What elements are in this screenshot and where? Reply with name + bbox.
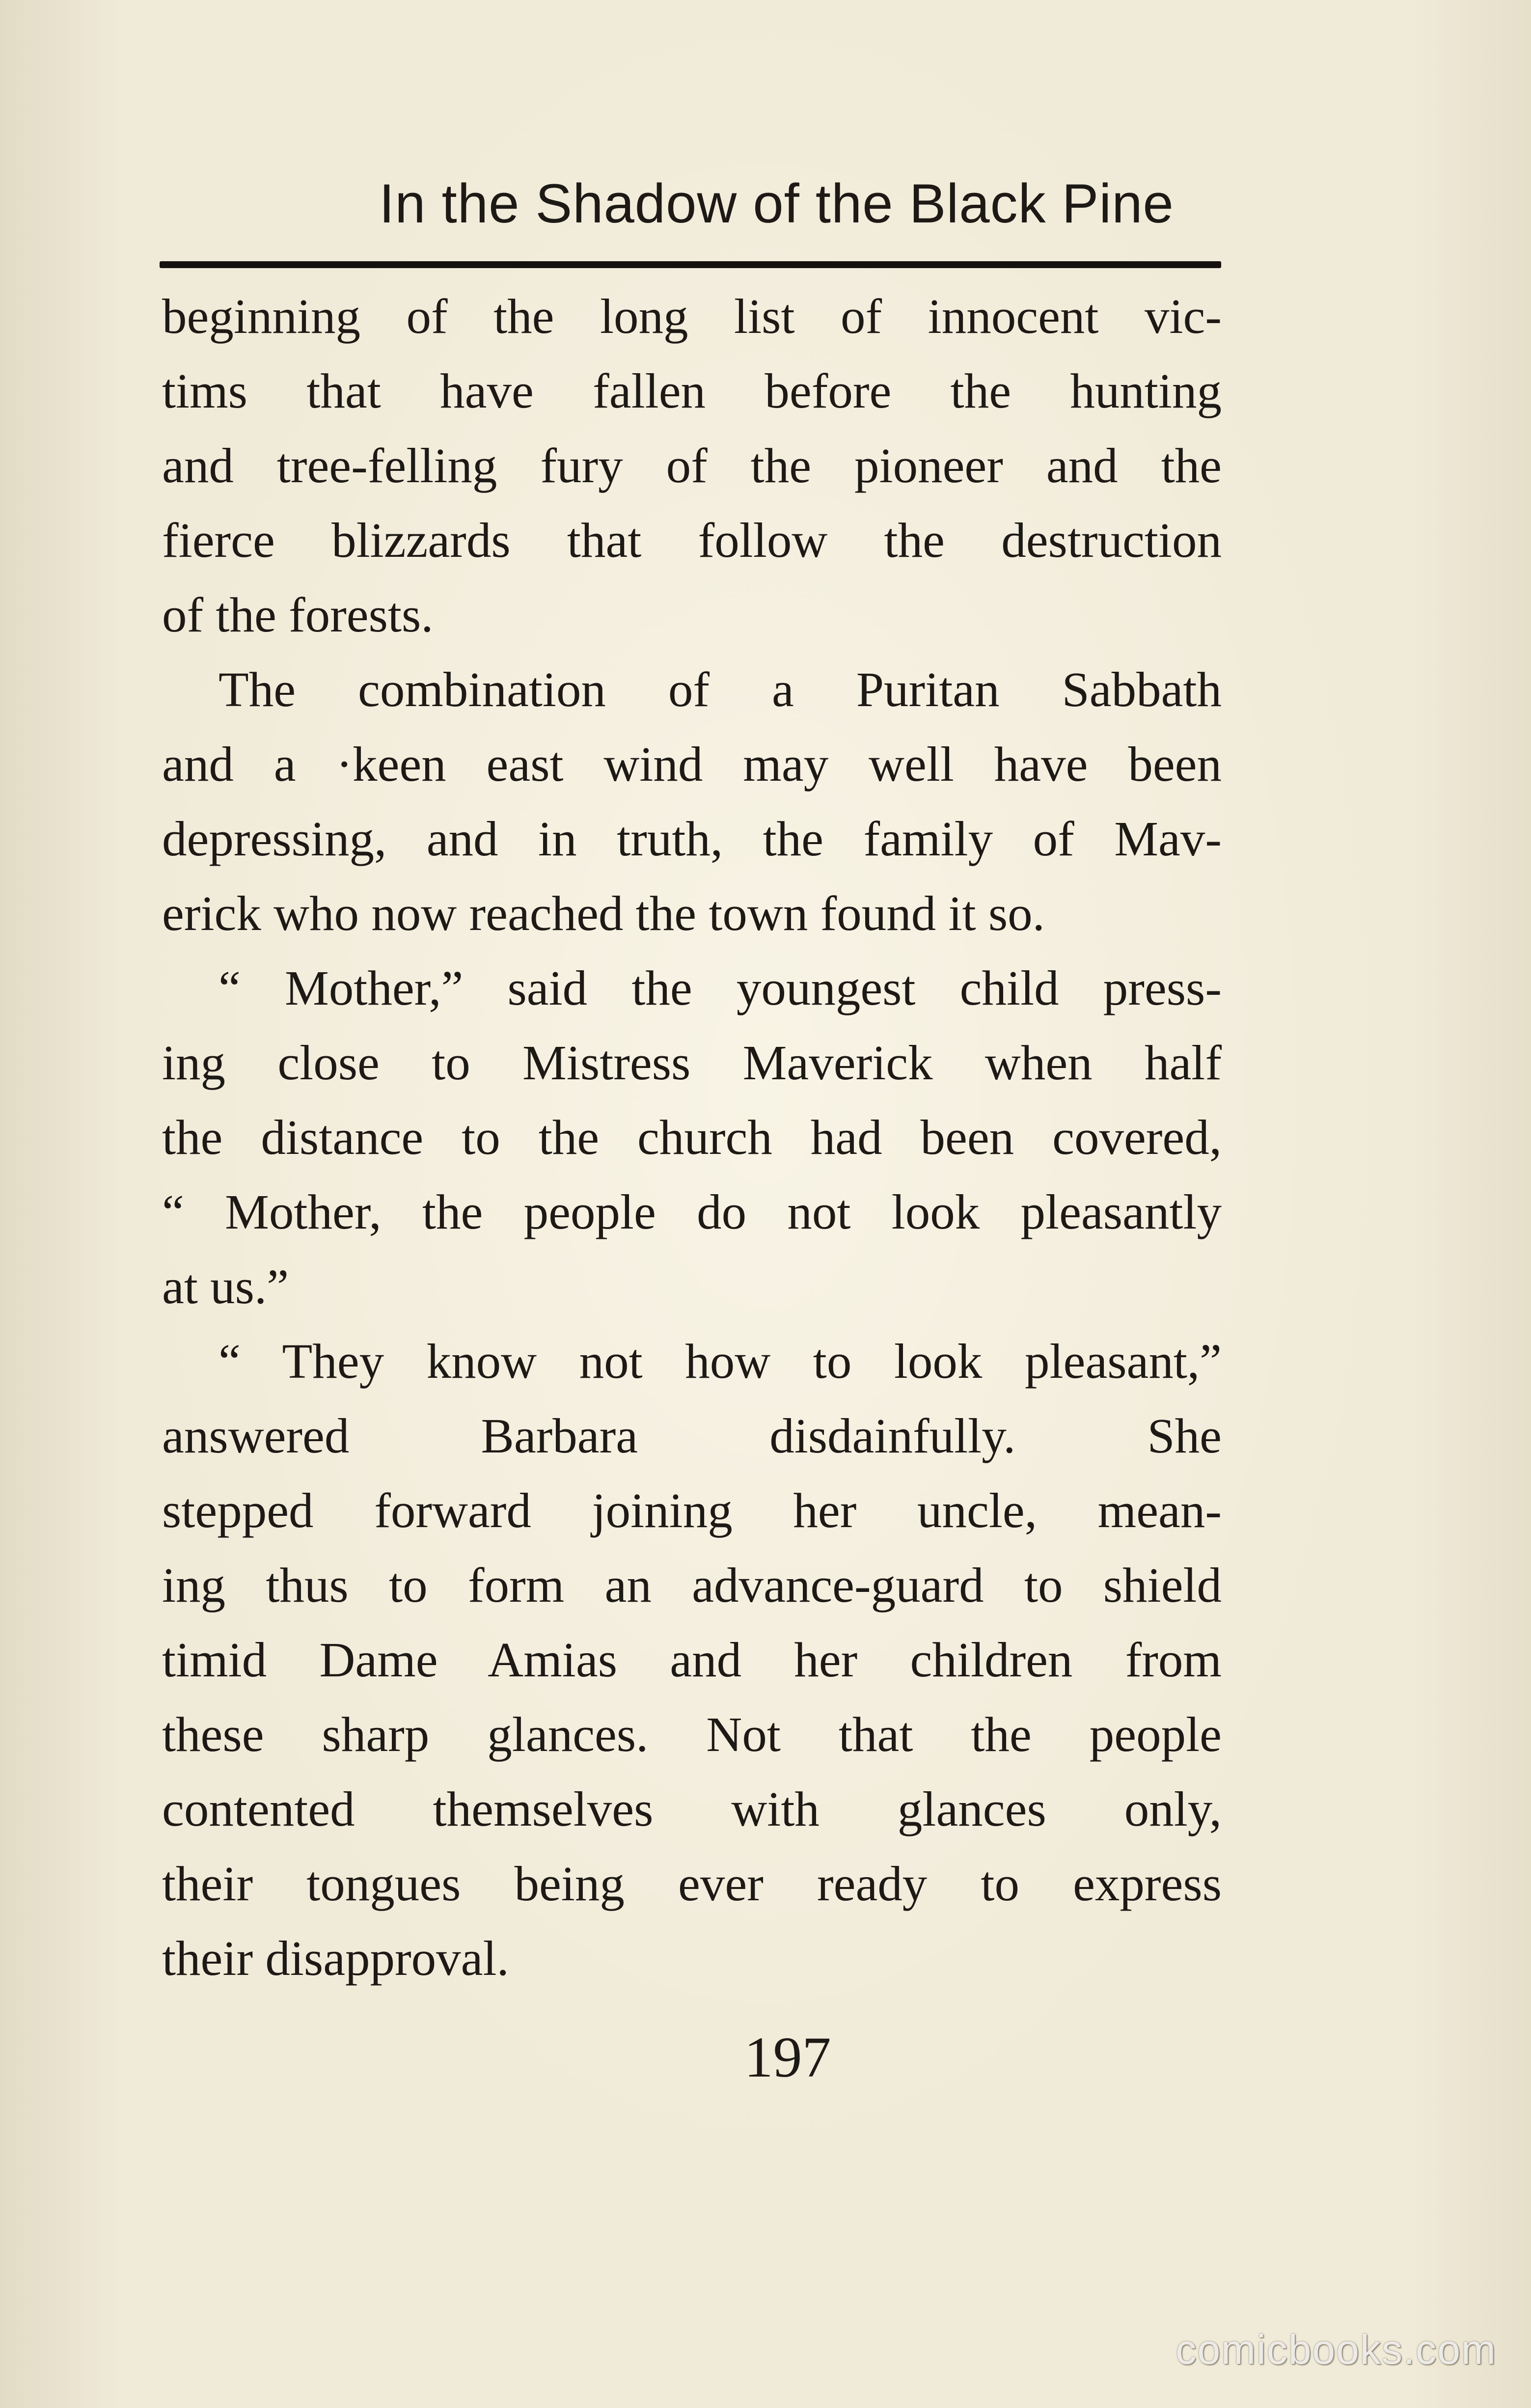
text-line: fierce blizzards that follow the destruction bbox=[162, 513, 1222, 568]
text-line: the distance to the church had been covered, bbox=[162, 1110, 1222, 1165]
header-rule bbox=[160, 261, 1221, 268]
watermark: comicbooks.com bbox=[1176, 2326, 1497, 2373]
text-line: their tongues being ever ready to express bbox=[162, 1856, 1222, 1911]
text-line: The combination of a Puritan Sabbath bbox=[219, 662, 1222, 717]
text-line: timid Dame Amias and her children from bbox=[162, 1632, 1222, 1687]
page-number: 197 bbox=[744, 2025, 831, 2089]
text-line: “ Mother, the people do not look pleasantly bbox=[162, 1184, 1222, 1239]
text-line: answered Barbara disdainfully. She bbox=[162, 1408, 1222, 1463]
text-line: ing thus to form an advance-guard to shield bbox=[162, 1558, 1222, 1613]
text-line: “ Mother,” said the youngest child press- bbox=[219, 960, 1222, 1015]
text-line: “ They know not how to look pleasant,” bbox=[219, 1334, 1222, 1389]
text-line: stepped forward joining her uncle, mean- bbox=[162, 1483, 1222, 1538]
text-line: and a ·keen east wind may well have been bbox=[162, 737, 1222, 792]
text-line: beginning of the long list of innocent vic- bbox=[162, 289, 1222, 344]
text-line: depressing, and in truth, the family of Mav- bbox=[162, 811, 1222, 866]
text-line: of the forests. bbox=[162, 587, 434, 642]
body-text bbox=[162, 279, 1222, 1996]
text-line: these sharp glances. Not that the people bbox=[162, 1707, 1222, 1762]
text-line: tims that have fallen before the hunting bbox=[162, 363, 1222, 418]
text-line: contented themselves with glances only, bbox=[162, 1781, 1222, 1836]
text-line: their disapproval. bbox=[162, 1931, 509, 1986]
text-line: ing close to Mistress Maverick when half bbox=[162, 1035, 1222, 1090]
text-line: erick who now reached the town found it so. bbox=[162, 886, 1045, 941]
text-line: at us.” bbox=[162, 1259, 289, 1314]
running-head: In the Shadow of the Black Pine bbox=[379, 173, 1174, 234]
text-line: and tree-felling fury of the pioneer and the bbox=[162, 438, 1222, 493]
